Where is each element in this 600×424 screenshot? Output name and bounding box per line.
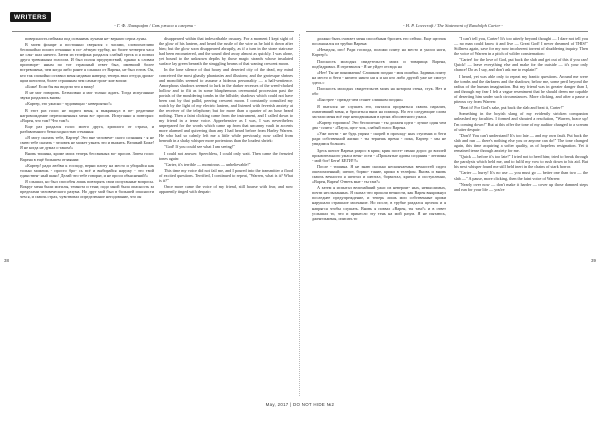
text-column-russian-2 xyxy=(312,36,446,392)
paragraph: "God! If you could see what I am seeing!" xyxy=(164,144,235,150)
page-number-left: 38 xyxy=(4,258,10,263)
paragraph: После - тишина. Я не знаю сколько нескончаемых вечностей сидел ошеломленный; шепот, бормо- тание, крики в телефон. Вновь и вновь сквозь вечности я шептал и шептал, бормотал, кричал и исступленно, «Варен, Варен! Ответь мне - ты там?» xyxy=(312,163,446,185)
paragraph: Вновь тишина, кроме моих теперь бессвязных во- просов. Затем голос Варена в ещё большем отчаянии: xyxy=(20,151,154,162)
paragraph: Я не мог говорить. Безмолвно я мог только ждать. Тогда испуганные звуки раздались вновь: xyxy=(20,90,154,101)
section-badge: WRITERS xyxy=(10,12,51,22)
header-rule-left xyxy=(12,31,294,32)
text-column-english-2 xyxy=(454,36,588,392)
paragraph: «Я могу сказать тебе, Картер! Это вне человече- ского сознания - я не смею тебе сказать - человек не может узнать это и выжить. Великий Боже! Я не когда не думал о таком!» xyxy=(20,135,154,151)
paragraph: I could not answer. Speechless, I could only wait. Then came the frenzied tones again: xyxy=(159,150,293,161)
paragraph: «Нет! Ты не понимаешь! Слишком поздно - моя ошибка. Задвинь плиту на место и беги - ничего никто ни я и ни кто либо другой уже не смогут здесь с xyxy=(312,69,446,85)
paragraph: "Beat it! For God's sake, put back the slab and beat it, Carter!" xyxy=(459,105,564,111)
paragraph: "Nearly over now — don't make it harder — cover up those damned steps and run for your life — you're xyxy=(454,181,588,192)
paragraph: Плоскость молодых свидетельств моих и товарища Варена, подбадривал. Я отрезвился - Я не уйдет отсюда на xyxy=(312,58,446,69)
header-rule-right xyxy=(306,31,588,32)
paragraph: In the lone silence of that hoary and deserted city of the dead, my mind conceived the most ghastly phantasies and illusions; and the grotesque shrines and monoliths seemed to assume a hideous personality — a half-sentience. Amorphous shadows seemed to lurk in the darker recesses of the weed-choked hollow and to flit as in some blasphemous ceremonial procession past the portals of the mouldering tombs in the hillside; shadows which could not have been cast by that pallid, peering crescent moon. I constantly consulted my watch by the light of my electric lantern, and listened with feverish anxiety at the receiver of the telephone; but for more than a quarter of an hour heard nothing. Then a faint clicking came from the instrument, and I called down to my friend in a tense voice. Apprehensive as I was, I was nevertheless unprepared for the words which came up from that uncanny vault in accents more alarmed and quivering than any I had heard before from Harley Warren. He who had so calmly left me a little while previously, now called from beneath in a shaky whisper more portentous than the loudest shriek: xyxy=(159,67,293,144)
paragraph: "I can't tell you, Carter! It's too utterly beyond thought — I dare not tell you — no man could know it and live — Great God! I never dreamed of THIS!" Stillness again, save for my now incoherent torrent of shuddering inquiry. Then the voice of Warren in a pitch of wilder consternation: xyxy=(454,36,588,57)
text-column-russian-1 xyxy=(20,36,154,392)
paragraph: «Быстрее - прежде чем станет слишком поздно» xyxy=(317,97,404,103)
paragraph: "Quick — before it's too late!" I tried not to heed him; tried to break through the paralysis which held me, and to fulfil my vow to rush down to his aid. But his next whisper found me still held inert in the chains of stark horror. xyxy=(454,154,588,170)
paragraph: «Картер торопись! Это бесполезно - ты должен идти - лучше один чем два - плита - «Пауза, щел- чок, слабый голос Варена. xyxy=(312,120,446,131)
paragraph: В этот раз голос не подвел меня, я выкрикнул в пе- редатчике нагромождение переполненных меня во- просов. Испуганно я повторял: «Варен, что там? Что там?» xyxy=(20,107,154,123)
footer-issue-line: May, 2017 | DO NOT HIDE №2 xyxy=(265,402,335,407)
paragraph: Плоскость молодых свидетельств моих на котором стена, стук. Нет и обо xyxy=(312,86,446,97)
paragraph: «Боже! Если бы вы видели что я вижу! xyxy=(25,83,95,89)
paragraph: «Уже почти - не будь упрям - скорей в прохлад- ных ступенях и беги ради собственной жизни - ты теряешь время - пока, Картер - мы не увидимся больше» xyxy=(312,131,446,147)
running-header-left: - Г. Ф. Лавкрафт / Свѣ ужаса и смерти - xyxy=(114,23,196,28)
running-header-right: - H. P. Lovecraft / The Statement of Randolph Carter - xyxy=(403,23,503,28)
paragraph: "Don't! You can't understand! It's too late — and my own fault. Put back the slab and run — there's nothing else you or anyone can do!" The tone changed again, this time acquiring a softer quality, as of hopeless resignation. Yet it remained tense through anxiety for me. xyxy=(454,132,588,153)
paragraph: В моем фонаре я постоянно сверялся с часами, словоохотливо беспокойно пошел отчаянно в по- лёткую трубку, но более четверти часа не слы- шал ничего. Затем из телефона раздался слабый треск и я позвал друга тревожным голосом. И был полон предчувствий, однако к словам приговоре- нным по тот страшный ответ был, имевший более встревожена, чем когда либо ранее я слышал от Варена, не был готов. Он, кто так спокойно оставил меня недавно наверху, теперь звал оттуда дрожа- щим шепотом, более страшным чем самые гром- кие вопли: xyxy=(20,42,154,83)
paragraph: поверхность пейзажа под осеннимъ лучами не- вернаго серпа луны. xyxy=(25,36,147,41)
paragraph: "Carter! for the love of God, put back the slab and get out of this if you can! Quick! — leave everything else and make for the outside — it's your only chance! Do as I say, and don't ask me to explain!" xyxy=(454,57,588,73)
paragraph: disappeared within that indescribable ossuary. For a moment I kept sight of the glow of his lantern, and heard the rustle of the wire as he laid it down after him; but the glow soon disappeared abruptly, as if a turn in the stone staircase had been encountered, and the sound died away almost as quickly. I was alone, yet bound to the unknown depths by those magic strands whose insulated surface lay green beneath the struggling beams of that waning crescent moon. xyxy=(159,36,293,67)
paragraph: должно быть считает меня способным бросить его сейчас. Еще щелчок послышался из трубки Варена: xyxy=(312,36,446,47)
paragraph: Something in the boyish slang of my evidently stricken companion unleashed my faculties. I formed and shouted a resolution, "Warren, brace up! I'm coming down!" But at this offer the tone of my auditor changed to a scream of utter despair: xyxy=(454,111,588,132)
paragraph: Once more came the voice of my friend, still hoarse with fear, and now apparently tinged with despair: xyxy=(159,184,293,195)
paragraph: «Немедля, иго! Ради господа, положи плиту на место и уноси ноги, Картер!» xyxy=(312,47,446,58)
paragraph: "Carter, it's terrible — monstrous — unbelievable!" xyxy=(164,161,251,167)
paragraph: А затем я испытал величайший ужас из невероят- ных, немыслимых, почти неслыханных. Я сказал что прошли вечности, как Варен выкрикнул последнее предупреждение, и теперь лишь мои собственные крики нарушали страшное молчание. Но после, в трубке раздался щелчок и я напрягся чтобы слушать. Вновь я позвал «Варен, ты там?» и в ответ услышал то, что и принесло эту тень на мой разум. Я не пытаюсь, джентльмены, описать то xyxy=(312,185,446,221)
paragraph: I heard, yet was able only to repeat my frantic questions. Around me were the tombs and the darkness and the shadows; below me, some peril beyond the radius of the human imagination. But my friend was in greater danger than I, and through my fear I felt a vague resentment that he should deem me capable of deserting him under such circumstances. More clicking, and after a pause a piteous cry from Warren: xyxy=(454,73,588,104)
paragraph: "Carter — hurry! It's no use — you must go — better one than two — the slab —" A pause, more clicking, then the faint voice of Warren: xyxy=(454,170,588,181)
paragraph: Еще раз раздался голос моего друга, хриплого от страха, и разбавленного безысходностью отчаянья: xyxy=(20,123,154,134)
paragraph: This time my voice did not fail me, and I poured into the transmitter a flood of excited questions. Terrified, I continued to repeat, "Warren, what is it? What is it?" xyxy=(159,168,293,184)
paragraph: Я слышал, но был способен лишь повторять свои испуганные вопросы. Вокруг меня были могилы, темнота и тени; подо мной была опасность за пределами человеческого разума. Но друг мой был в большей опасности чем я, и сквозь страх, чувствовал определенное негодование, что он xyxy=(20,179,154,200)
paragraph: Я пытался не слушать его, пытался прорваться сквозь паралич, охвативший меня, и броситься вниз на помощь. Но его следующие слова застали меня всё еще неподвижным в цепях абсолютного ужаса. xyxy=(312,103,446,119)
spread-gutter xyxy=(299,34,300,396)
paragraph: «Картер, это ужасно - чудовищно - невероятно!» xyxy=(25,101,112,107)
paragraph: Здесь шепот Варена разрос в крик; крик посте- пенно дорос до воплей пронзительного ужаса вечн- ости - «Проклятые адовы создания - легионы - мой бог! Беги! БЕГИ!!!» xyxy=(312,147,446,163)
page-number-right: 39 xyxy=(590,258,596,263)
text-column-english-1 xyxy=(159,36,293,392)
paragraph: «Картер! ради любви к господу, верни плиту на место и убирайся как только можешь - просто бро- сь всё и выбирайся наружу - это твой единствен- ный шанс! Делай что тебе говорят, и не проси объяснений!» xyxy=(20,162,154,178)
